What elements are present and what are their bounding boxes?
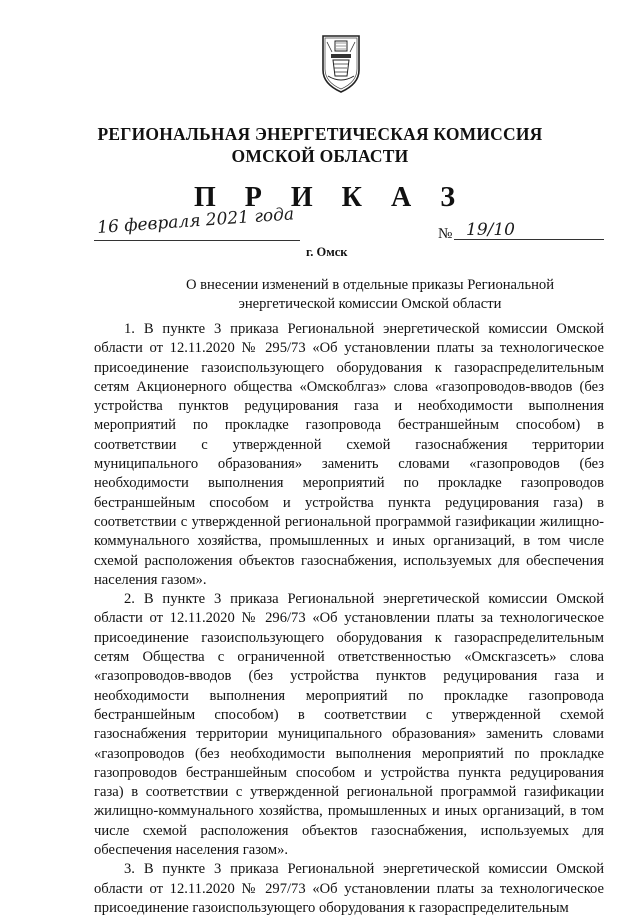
number-underline [454, 239, 604, 240]
organization-name-line2: ОМСКОЙ ОБЛАСТИ [231, 146, 409, 166]
paragraph-1: 1. В пункте 3 приказа Региональной энергетической комиссии Омской области от 12.11.2020 № 295/73 «Об установлении платы за технологическое присоединение газоиспользующего оборудования к газораспределительным сетям Акционерного общества «Омскоблгаз» слова «газопроводов-вводов (без устройства пунктов редуцирования газа и необходимости выполнения мероприятий по прокладке газопровода бестраншейным способом) в соответствии с утвержденной схемой газоснабжения территории муниципального образования» заменить словами «газопроводов (без необходимости выполнения мероприятий по прокладке газопроводов бестраншейным способом и устройства пункта редуцирования газа) в соответствии с утвержденной региональной программой газификации жилищно-коммунального хозяйства, промышленных и иных организаций, в том числе схемой расположения объектов газоснабжения, используемых для обеспечения населения газом». [94, 321, 604, 588]
document-title: П Р И К А З [194, 182, 466, 213]
paragraph-3: 3. В пункте 3 приказа Региональной энергетической комиссии Омской области от 12.11.2020 № 297/73 «Об установлении платы за технологическое присоединение газоиспользующего оборудования к газораспределительным [94, 861, 604, 916]
date-handwritten: 16 февраля 2021 года [96, 204, 295, 238]
document-subject: О внесении изменений в отдельные приказы Региональной энергетической комиссии Омской области [185, 277, 555, 312]
coat-of-arms-emblem [319, 32, 363, 94]
paragraph-2: 2. В пункте 3 приказа Региональной энергетической комиссии Омской области от 12.11.2020 № 296/73 «Об установлении платы за технологическое присоединение газоиспользующего оборудования к газораспределительным сетям Общества с ограниченной ответственностью «Омскгазсеть» слова «газопроводов-вводов (без устройства пунктов редуцирования газа и необходимости выполнения мероприятий по прокладке газопровода бестраншейным способом) в соответствии с утвержденной схемой газоснабжения территории муниципального образования» заменить словами «газопроводов (без необходимости выполнения мероприятий по прокладке газопроводов бестраншейным способом и устройства пункта редуцирования газа) в соответствии с утвержденной региональной программой газификации жилищно-коммунального хозяйства, промышленных и иных организаций, в том числе схемой расположения объектов газоснабжения, используемых для обеспечения населения газом». [94, 591, 604, 859]
document-body [94, 320, 604, 918]
city-label: г. Омск [306, 245, 348, 259]
organization-name-line1: РЕГИОНАЛЬНАЯ ЭНЕРГЕТИЧЕСКАЯ КОМИССИЯ [97, 124, 543, 144]
date-underline [94, 240, 300, 241]
number-label: № [438, 226, 453, 242]
number-handwritten: 19/10 [466, 220, 515, 240]
